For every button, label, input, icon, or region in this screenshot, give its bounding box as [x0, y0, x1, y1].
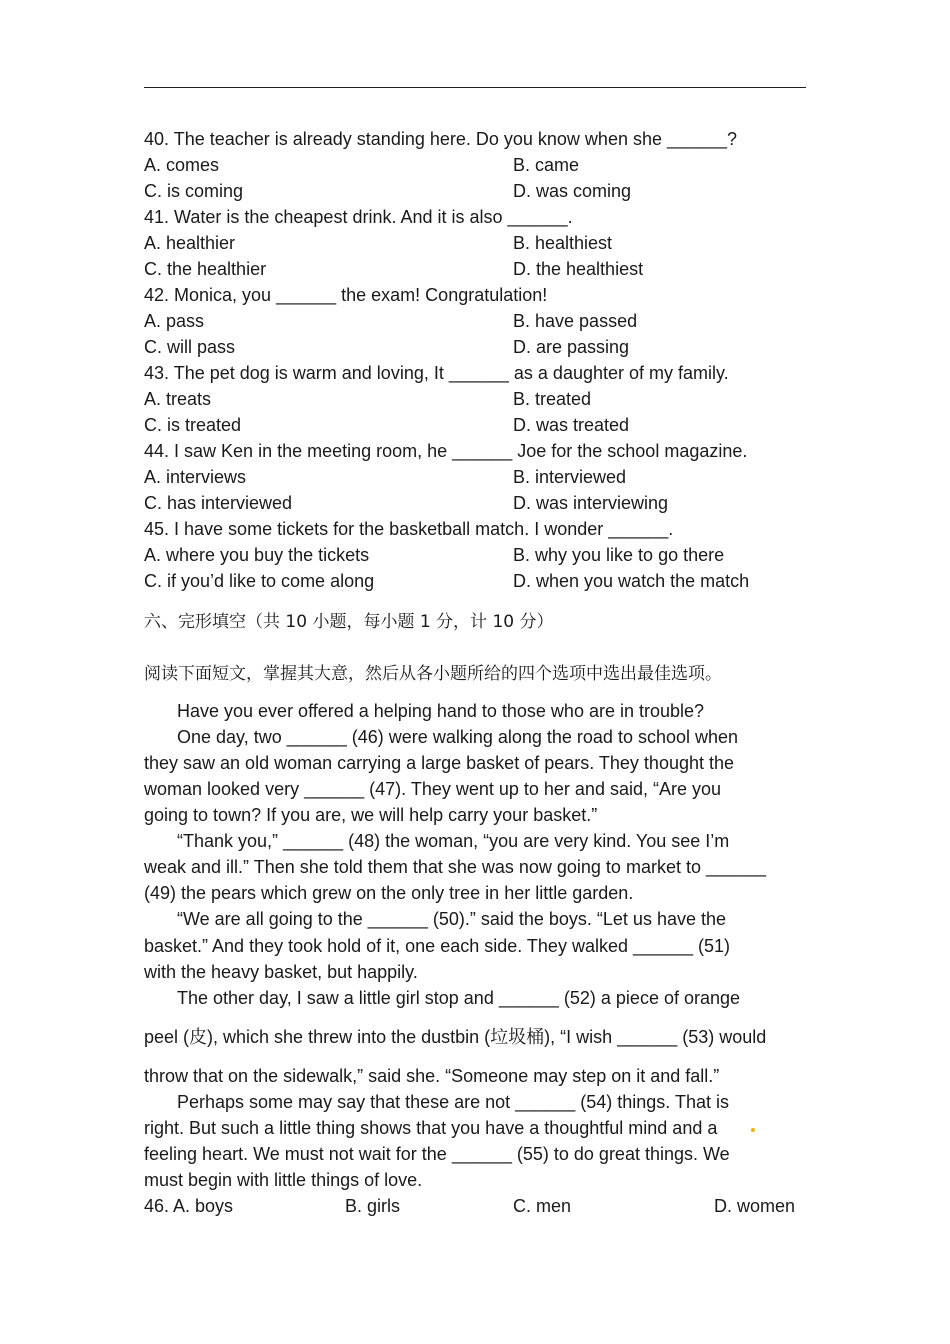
section-instruction: 阅读下面短文，掌握其大意，然后从各小题所给的四个选项中选出最佳选项。	[144, 664, 722, 684]
passage-line: basket.” And they took hold of it, one each side. They walked ______ (51)	[144, 936, 731, 956]
question-41-option-b: B. healthiest	[513, 233, 613, 253]
question-42-option-b: B. have passed	[513, 311, 638, 331]
question-45-option-c: C. if you’d like to come along	[144, 571, 375, 591]
question-45-option-a: A. where you buy the tickets	[144, 545, 370, 565]
question-44-option-a: A. interviews	[144, 467, 247, 487]
passage-line: going to town? If you are, we will help carry your basket.”	[144, 805, 598, 825]
question-46-option-b: B. girls	[345, 1196, 401, 1216]
question-41-option-a: A. healthier	[144, 233, 236, 253]
passage-line: weak and ill.” Then she told them that she was now going to market to ______	[144, 857, 767, 877]
stray-mark	[751, 1128, 755, 1132]
question-46-option-c: C. men	[513, 1196, 572, 1216]
question-44-stem: 44. I saw Ken in the meeting room, he ______ Joe for the school magazine.	[144, 441, 748, 461]
question-41-option-d: D. the healthiest	[513, 259, 644, 279]
question-40-stem: 40. The teacher is already standing here. Do you know when she ______?	[144, 129, 738, 149]
question-43-stem: 43. The pet dog is warm and loving, It ______ as a daughter of my family.	[144, 363, 729, 383]
passage-line: must begin with little things of love.	[144, 1170, 423, 1190]
question-42-option-c: C. will pass	[144, 337, 236, 357]
section-heading: 六、完形填空（共 10 小题，每小题 1 分，计 10 分）	[144, 612, 554, 632]
passage-line: feeling heart. We must not wait for the ______ (55) to do great things. We	[144, 1144, 730, 1164]
question-43-option-b: B. treated	[513, 389, 592, 409]
question-43-option-c: C. is treated	[144, 415, 242, 435]
question-45-option-d: D. when you watch the match	[513, 571, 750, 591]
question-42-option-d: D. are passing	[513, 337, 630, 357]
passage-line: “Thank you,” ______ (48) the woman, “you are very kind. You see I’m	[177, 831, 730, 851]
passage-line: right. But such a little thing shows that you have a thoughtful mind and a	[144, 1118, 718, 1138]
question-44-option-c: C. has interviewed	[144, 493, 293, 513]
passage-line: Perhaps some may say that these are not ______ (54) things. That is	[177, 1092, 729, 1112]
question-43-option-d: D. was treated	[513, 415, 630, 435]
passage-line: throw that on the sidewalk,” said she. “Someone may step on it and fall.”	[144, 1066, 720, 1086]
question-45-option-b: B. why you like to go there	[513, 545, 725, 565]
question-40-option-d: D. was coming	[513, 181, 632, 201]
passage-line: “We are all going to the ______ (50).” said the boys. “Let us have the	[177, 909, 726, 929]
question-41-stem: 41. Water is the cheapest drink. And it is also ______.	[144, 207, 573, 227]
question-46-option-d: D. women	[714, 1196, 796, 1216]
passage-line: with the heavy basket, but happily.	[144, 962, 418, 982]
passage-line: they saw an old woman carrying a large basket of pears. They thought the	[144, 753, 735, 773]
question-42-stem: 42. Monica, you ______ the exam! Congratulation!	[144, 285, 548, 305]
question-45-stem: 45. I have some tickets for the basketball match. I wonder ______.	[144, 519, 674, 539]
header-rule	[144, 87, 806, 88]
question-40-option-a: A. comes	[144, 155, 220, 175]
passage-line: One day, two ______ (46) were walking along the road to school when	[177, 727, 739, 747]
question-40-option-b: B. came	[513, 155, 580, 175]
question-40-option-c: C. is coming	[144, 181, 244, 201]
passage-line: woman looked very ______ (47). They went up to her and said, “Are you	[144, 779, 722, 799]
passage-line: (49) the pears which grew on the only tree in her little garden.	[144, 883, 634, 903]
question-44-option-b: B. interviewed	[513, 467, 627, 487]
question-43-option-a: A. treats	[144, 389, 212, 409]
question-42-option-a: A. pass	[144, 311, 205, 331]
question-44-option-d: D. was interviewing	[513, 493, 669, 513]
passage-line: The other day, I saw a little girl stop and ______ (52) a piece of orange	[177, 988, 741, 1008]
passage-line: Have you ever offered a helping hand to those who are in trouble?	[177, 701, 705, 721]
question-41-option-c: C. the healthier	[144, 259, 267, 279]
question-46-option-a: 46. A. boys	[144, 1196, 234, 1216]
passage-line: peel (皮), which she threw into the dustbin (垃圾桶), “I wish ______ (53) would	[144, 1027, 767, 1047]
